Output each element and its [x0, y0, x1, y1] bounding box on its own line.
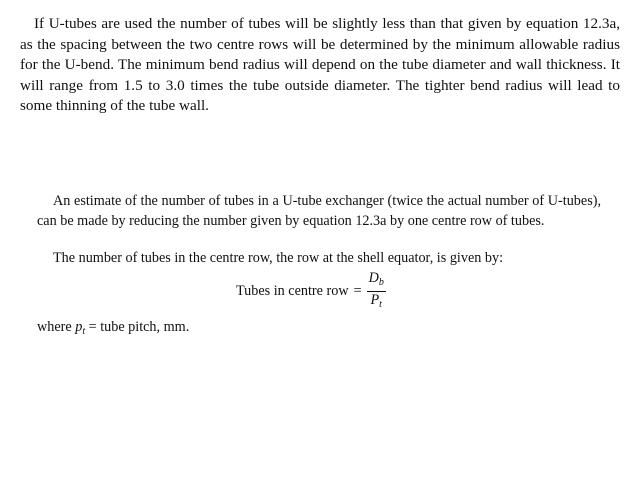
fraction-numerator: [367, 271, 386, 292]
paragraph-centre-row-intro: The number of tubes in the centre row, the row at the shell equator, is given by:: [53, 250, 504, 266]
paragraph-u-tube-estimate: An estimate of the number of tubes in a U-tube exchanger (twice the actual number of U-tubes), can be made by reducing the number given by equation 12.3a by one centre row of tubes.: [37, 193, 601, 229]
centre-row-equation: [236, 271, 386, 312]
equation-fraction: [367, 271, 386, 312]
numerator-subscript: b: [378, 277, 384, 288]
numerator-symbol: D: [368, 270, 379, 286]
where-subscript: t: [82, 326, 86, 337]
where-clause: [37, 318, 189, 342]
fraction-denominator: [368, 292, 383, 312]
equation-lhs: Tubes in centre row: [236, 283, 349, 299]
where-prefix: where: [37, 319, 72, 335]
denominator-symbol: P: [370, 292, 380, 308]
where-definition: = tube pitch, mm.: [88, 319, 190, 335]
denominator-subscript: t: [379, 299, 382, 310]
equation-equals-sign: =: [353, 283, 362, 299]
where-symbol: p: [75, 319, 83, 335]
paragraph-u-tube-count: If U-tubes are used the number of tubes will be slightly less than that given by equation 12.3a, as the spacing between the two centre rows will be determined by the minimum allowable radius for the U-bend. The minimum bend radius will depend on the tube diameter and wall thickness. It will range from 1.5 to 3.0 times the tube outside diameter. The tighter bend radius will lead to some thinning of the tube wall.: [20, 15, 620, 114]
